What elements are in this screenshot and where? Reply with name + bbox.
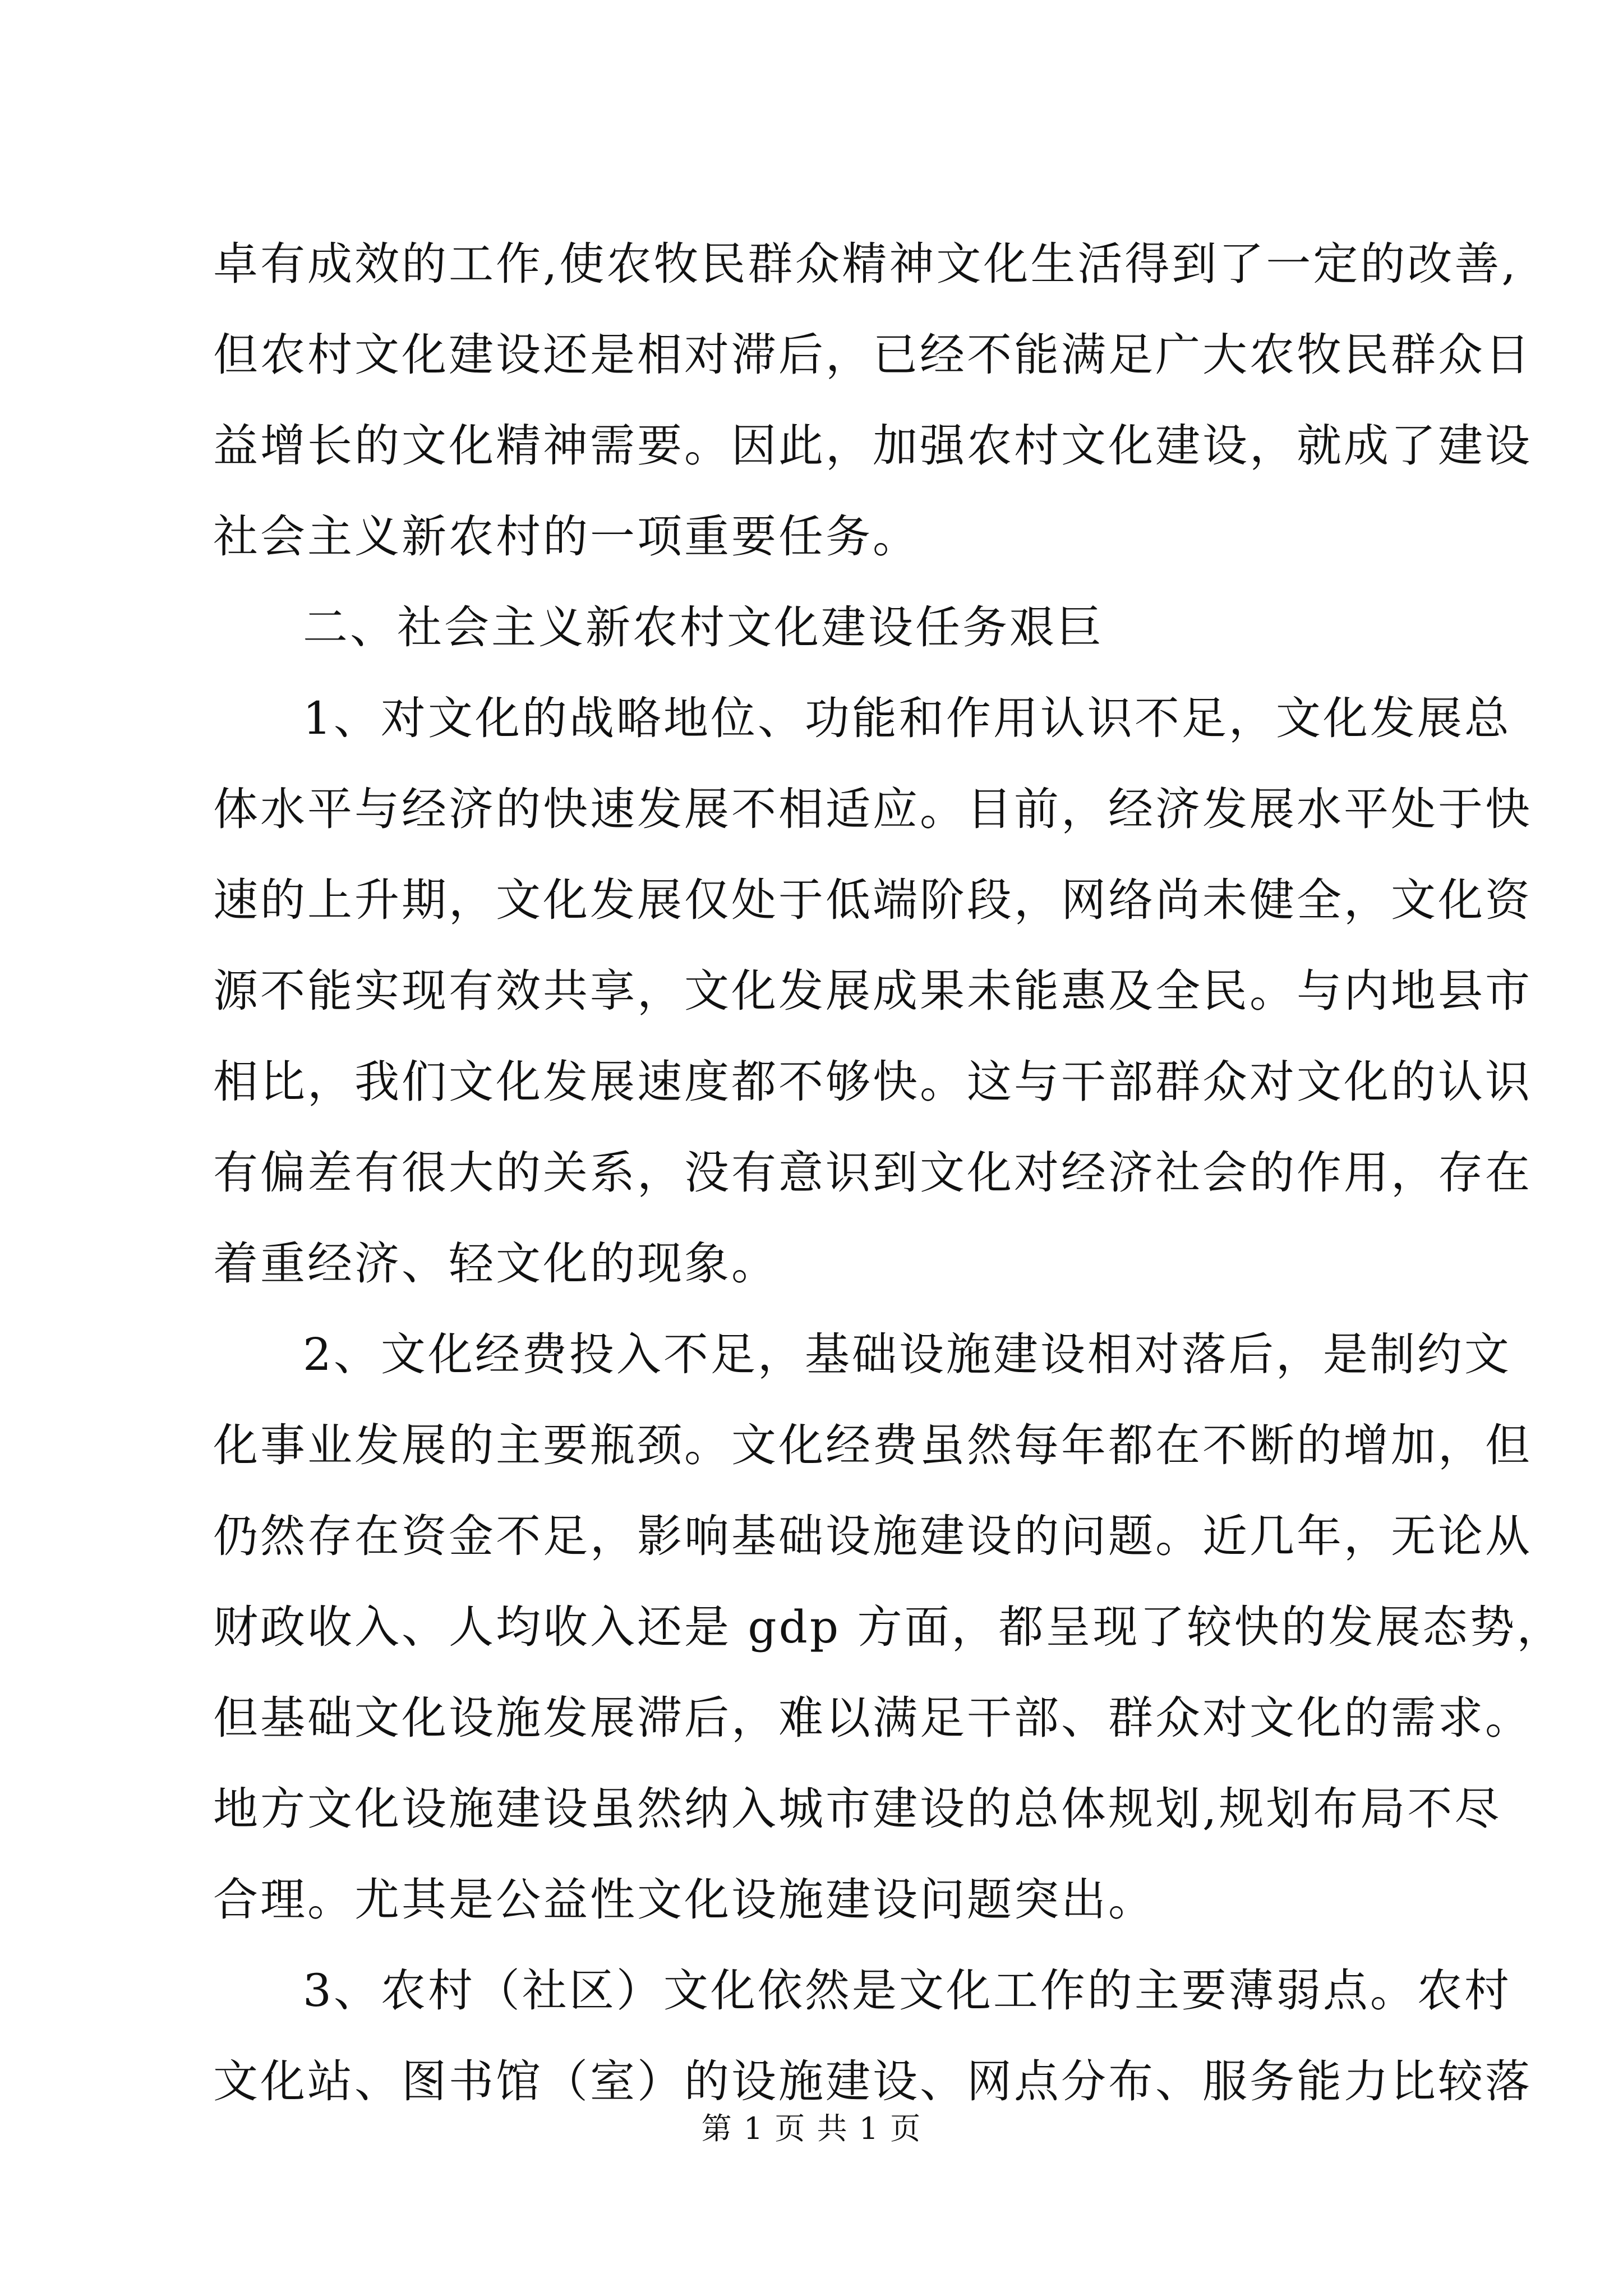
paragraph-first-line: 2、文化经费投入不足，基础设施建设相对落后，是制约文 [303, 1328, 1511, 1381]
document-body [213, 219, 1564, 2127]
text-line: 益增长的文化精神需要。因此，加强农村文化建设，就成了建设 [213, 420, 1532, 472]
section-heading: 二、社会主义新农村文化建设任务艰巨 [303, 601, 1104, 654]
text-line: 合理。尤其是公益性文化设施建设问题突出。 [213, 1874, 1155, 1926]
text-line: 财政收入、人均收入还是 gdp 方面，都呈现了较快的发展态势， [213, 1601, 1564, 1653]
text-line: 卓有成效的工作,使农牧民群众精神文化生活得到了一定的改善, [213, 238, 1518, 290]
text-line: 仍然存在资金不足，影响基础设施建设的问题。近几年，无论从 [213, 1510, 1532, 1562]
text-line: 有偏差有很大的关系，没有意识到文化对经济社会的作用，存在 [213, 1147, 1532, 1199]
paragraph-first-line: 3、农村（社区）文化依然是文化工作的主要薄弱点。农村 [303, 1964, 1511, 2017]
text-line: 但基础文化设施发展滞后，难以满足干部、群众对文化的需求。 [213, 1692, 1532, 1744]
text-line: 速的上升期，文化发展仅处于低端阶段，网络尚未健全，文化资 [213, 874, 1532, 926]
text-line: 社会主义新农村的一项重要任务。 [213, 510, 920, 563]
paragraph-first-line: 1、对文化的战略地位、功能和作用认识不足，文化发展总 [303, 692, 1511, 744]
text-line: 化事业发展的主要瓶颈。文化经费虽然每年都在不断的增加，但 [213, 1419, 1532, 1471]
text-line: 着重经济、轻文化的现象。 [213, 1237, 778, 1290]
text-line: 地方文化设施建设虽然纳入城市建设的总体规划,规划布局不尽 [213, 1783, 1502, 1835]
text-line: 体水平与经济的快速发展不相适应。目前，经济发展水平处于快 [213, 783, 1532, 835]
text-line: 相比，我们文化发展速度都不够快。这与干部群众对文化的认识 [213, 1056, 1532, 1108]
text-line: 源不能实现有效共享，文化发展成果未能惠及全民。与内地县市 [213, 965, 1532, 1017]
text-line: 文化站、图书馆（室）的设施建设、网点分布、服务能力比较落 [213, 2055, 1532, 2108]
page-footer: 第 1 页 共 1 页 [701, 2111, 922, 2146]
text-line: 但农村文化建设还是相对滞后，已经不能满足广大农牧民群众日 [213, 329, 1532, 381]
